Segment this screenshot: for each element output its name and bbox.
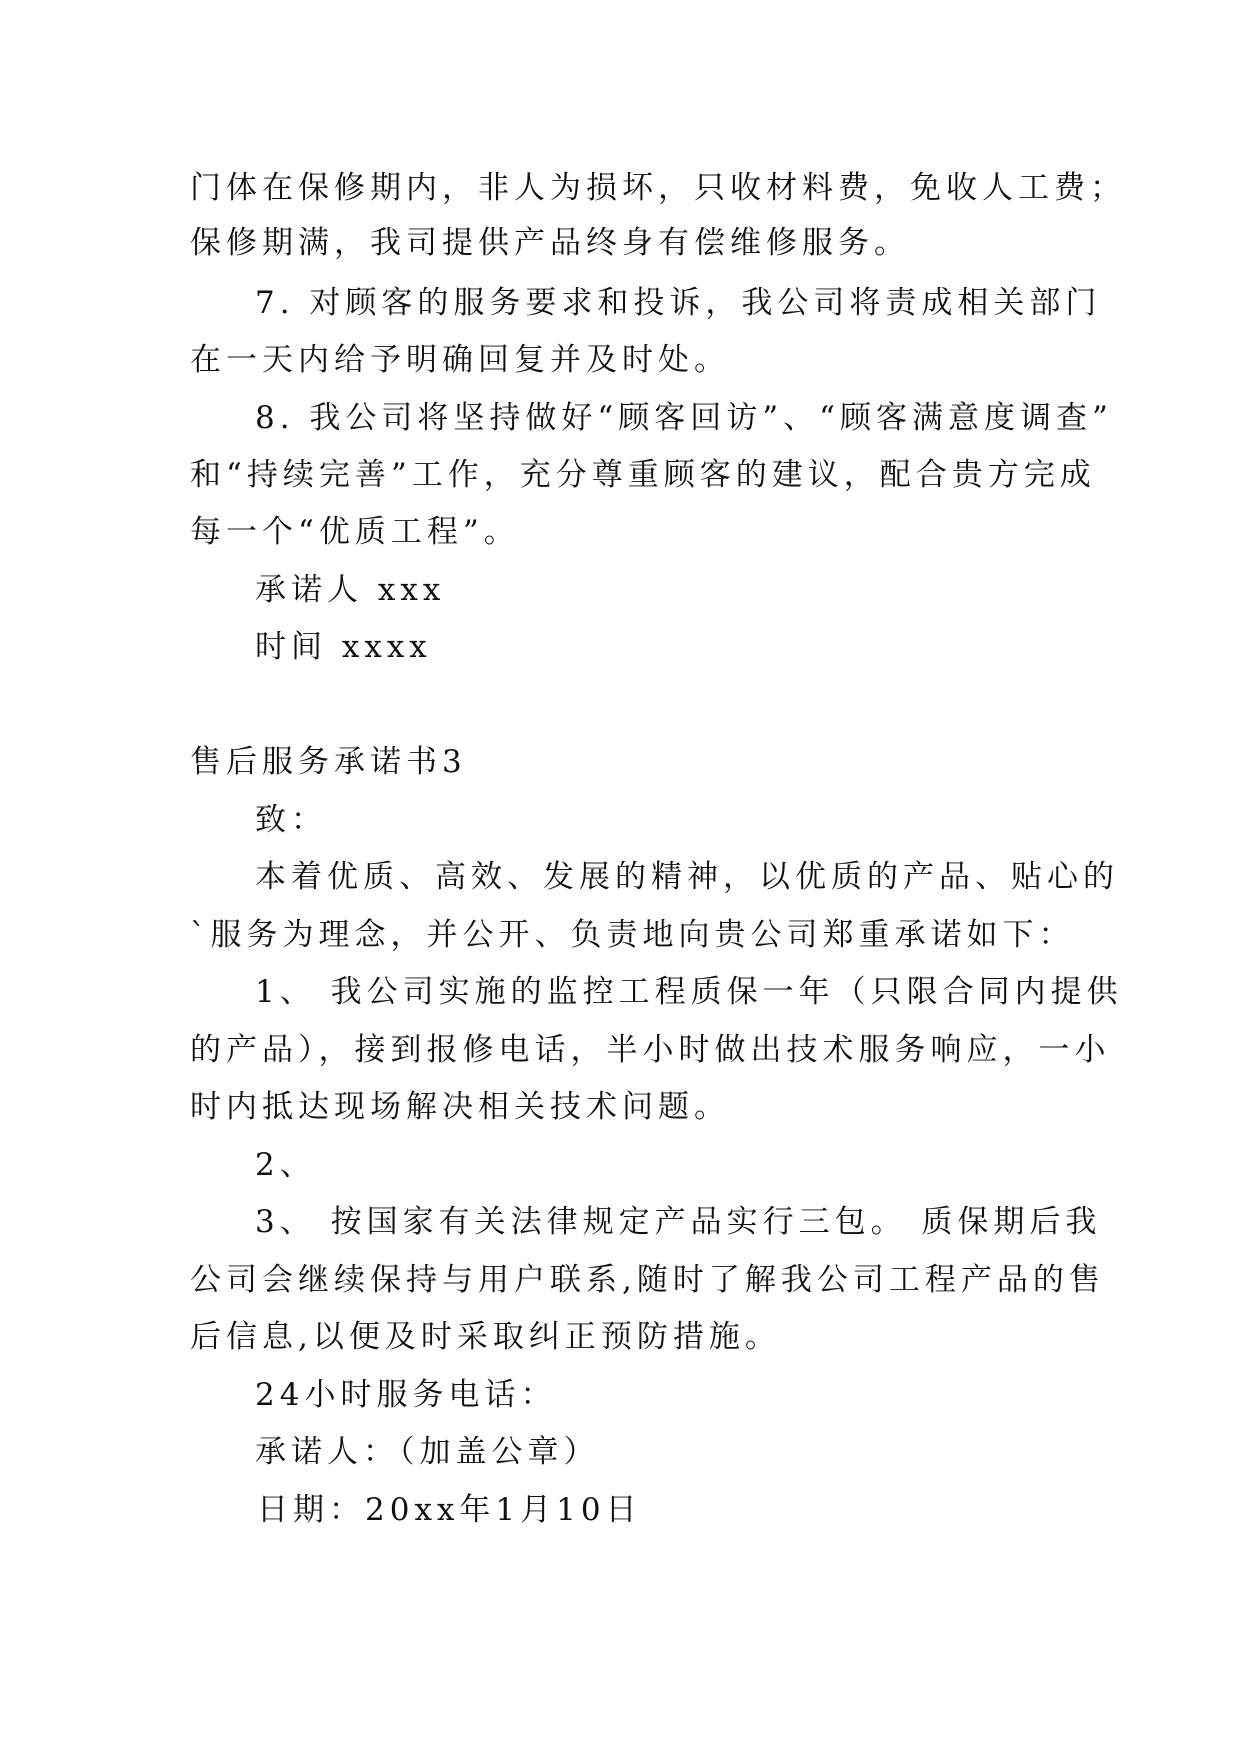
section-title: 售后服务承诺书3 xyxy=(190,744,467,780)
item-3-line-3: 后信息,以便及时采取纠正预防措施。 xyxy=(190,1319,781,1355)
item-1-line-3: 时内抵达现场解决相关技术问题。 xyxy=(190,1089,730,1125)
paragraph-7-line-2: 在一天内给予明确回复并及时处。 xyxy=(190,342,730,378)
intro-line-1: 本着优质、高效、发展的精神，以优质的产品、贴心的 xyxy=(255,859,1119,895)
paragraph-8-line-2: 和“持续完善”工作，充分尊重顾客的建议，配合贵方完成 xyxy=(190,457,1096,493)
salutation: 致： xyxy=(255,802,327,838)
paragraph-6-line-1: 门体在保修期内，非人为损坏，只收材料费，免收人工费； xyxy=(190,170,1126,206)
hotline-line: 24小时服务电话： xyxy=(255,1377,557,1413)
item-2: 2、 xyxy=(255,1147,316,1183)
paragraph-7-line-1: 7. 对顾客的服务要求和投诉，我公司将责成相关部门 xyxy=(255,285,1102,321)
time-line: 时间 xxxx xyxy=(255,629,432,665)
item-1-line-2: 的产品），接到报修电话，半小时做出技术服务响应，一小 xyxy=(190,1032,1111,1068)
signer-line: 承诺人 xxx xyxy=(255,572,446,608)
item-3-line-2: 公司会继续保持与用户联系,随时了解我公司工程产品的售 xyxy=(190,1262,1105,1298)
paragraph-6-line-2: 保修期满，我司提供产品终身有偿维修服务。 xyxy=(190,225,910,261)
item-1-line-1: 1、 我公司实施的监控工程质保一年（只限合同内提供 xyxy=(255,974,1123,1010)
item-3-line-1: 3、 按国家有关法律规定产品实行三包。 质保期后我 xyxy=(255,1204,1102,1240)
paragraph-8-line-1: 8. 我公司将坚持做好“顾客回访”、“顾客满意度调查” xyxy=(255,400,1113,436)
intro-line-2: `服务为理念，并公开、负责地向贵公司郑重承诺如下： xyxy=(190,917,1075,953)
paragraph-8-line-3: 每一个“优质工程”。 xyxy=(190,514,520,550)
date-line: 日期：20xx年1月10日 xyxy=(257,1492,642,1528)
seal-signer-line: 承诺人：（加盖公章） xyxy=(255,1434,600,1470)
